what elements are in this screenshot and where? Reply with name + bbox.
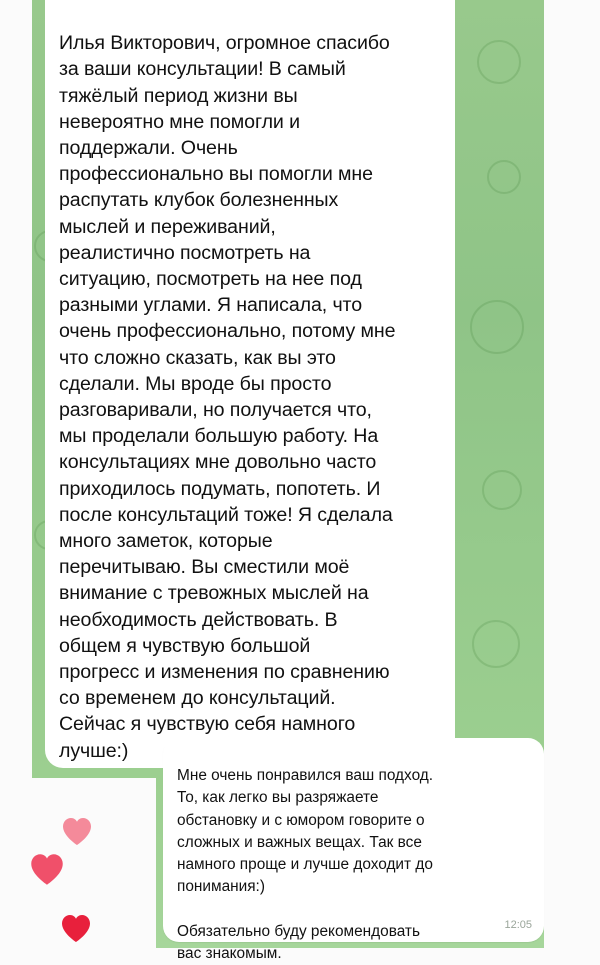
wallpaper-doodle [487, 160, 521, 194]
incoming-message-bubble[interactable] [163, 738, 544, 962]
message-text: Илья Викторович, огромное спасибо за ваши консультации! В самый тяжёлый период жизни вы невероятно мне помогли и поддержали. Очень профессионально вы помогли мне распутать клубок болезненных мыслей и переживаний, реалистично посмотреть на ситуацию, посмотреть на нее под разными углами. Я написала, что очень профессионально, потому мне что сложно сказать, как вы это сделали. Мы вроде бы просто разговаривали, но получается что, мы проделали большую работу. На консультациях мне довольно часто приходилось подумать, попотеть. И после консультаций тоже! Я сделала много заметок, которые перечитываю. Вы сместили моё внимание с тревожных мыслей на необходимость действовать. В общем я чувствую большой прогресс и изменения по сравнению со временем до консультаций. Сейчас я чувствую себя намного лучше:) [59, 32, 396, 762]
wallpaper-doodle [477, 40, 521, 84]
incoming-message-bubble[interactable] [45, 0, 455, 768]
heart-shape [62, 915, 90, 942]
heart-shape [31, 854, 63, 884]
wallpaper-doodle [472, 620, 520, 668]
heart-icon [29, 852, 65, 888]
wallpaper-doodle [470, 300, 524, 354]
message-timestamp: 12:05 [504, 918, 532, 931]
heart-shape [63, 818, 91, 845]
heart-icon [61, 816, 93, 848]
wallpaper-doodle [482, 470, 522, 510]
heart-icon [60, 913, 92, 945]
message-text: Мне очень понравился ваш подход. То, как легко вы разряжаете обстановку и с юмором говорите о сложных и важных вещах. Так все намного проще и лучше доходит до понимания:) Обязательно буду рекомендовать вас знакомым. [177, 767, 434, 962]
